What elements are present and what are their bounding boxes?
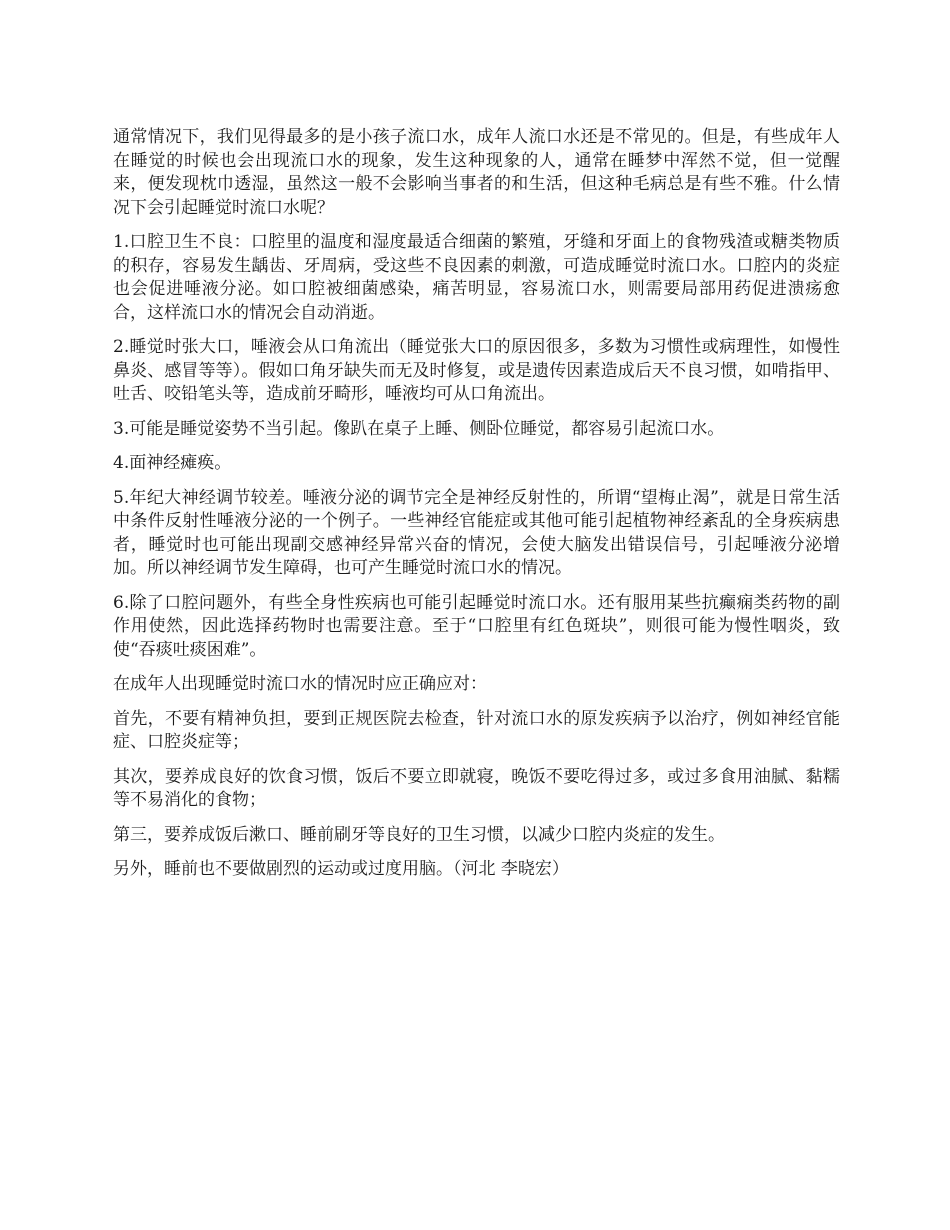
closing-paragraph: 另外，睡前也不要做剧烈的运动或过度用脑。（河北 李晓宏） <box>113 859 569 879</box>
response-third-paragraph: 第三，要养成饭后漱口、睡前刷牙等良好的卫生习惯，以减少口腔内炎症的发生。 <box>113 824 725 845</box>
response-intro-paragraph: 在成年人出现睡觉时流口水的情况时应正确应对： <box>113 674 487 694</box>
cause-4-paragraph: 4.面神经瘫痪。 <box>113 453 232 473</box>
article-body <box>113 126 840 893</box>
response-second-paragraph: 其次，要养成良好的饮食习惯，饭后不要立即就寝，晚饭不要吃得过多，或过多食用油腻、黏糯等不易消化的食物； <box>113 766 840 810</box>
response-first-paragraph: 首先，不要有精神负担，要到正规医院去检查，针对流口水的原发疾病予以治疗，例如神经官能症、口腔炎症等； <box>113 708 840 752</box>
cause-3-paragraph: 3.可能是睡觉姿势不当引起。像趴在桌子上睡、侧卧位睡觉，都容易引起流口水。 <box>113 418 725 439</box>
cause-1-paragraph: 1.口腔卫生不良：口腔里的温度和湿度最适合细菌的繁殖，牙缝和牙面上的食物残渣或糖类物质的积存，容易发生龋齿、牙周病，受这些不良因素的刺激，可造成睡觉时流口水。口腔内的炎症也会促进唾液分泌。如口腔被细菌感染，痛苦明显，容易流口水，则需要局部用药促进溃疡愈合，这样流口水的情况会自动消逝。 <box>113 232 840 323</box>
cause-6-paragraph: 6.除了口腔问题外，有些全身性疾病也可能引起睡觉时流口水。还有服用某些抗癫痫类药物的副作用使然，因此选择药物时也需要注意。至于“口腔里有红色斑块”，则很可能为慢性咽炎，致使“吞痰吐痰困难”。 <box>113 592 840 660</box>
cause-2-paragraph: 2.睡觉时张大口，唾液会从口角流出（睡觉张大口的原因很多，多数为习惯性或病理性，如慢性鼻炎、感冒等等）。假如口角牙缺失而无及时修复，或是遗传因素造成后天不良习惯，如啃指甲、吐舌、咬铅笔头等，造成前牙畸形，唾液均可从口角流出。 <box>113 337 840 404</box>
intro-paragraph: 通常情况下，我们见得最多的是小孩子流口水，成年人流口水还是不常见的。但是，有些成年人在睡觉的时候也会出现流口水的现象，发生这种现象的人，通常在睡梦中浑然不觉，但一觉醒来，便发现枕巾透湿，虽然这一般不会影响当事者的和生活，但这种毛病总是有些不雅。什么情况下会引起睡觉时流口水呢？ <box>113 127 840 218</box>
cause-5-paragraph: 5.年纪大神经调节较差。唾液分泌的调节完全是神经反射性的，所谓“望梅止渴”，就是日常生活中条件反射性唾液分泌的一个例子。一些神经官能症或其他可能引起植物神经紊乱的全身疾病患者，睡觉时也可能出现副交感神经异常兴奋的情况，会使大脑发出错误信号，引起唾液分泌增加。所以神经调节发生障碍，也可产生睡觉时流口水的情况。 <box>113 487 840 578</box>
